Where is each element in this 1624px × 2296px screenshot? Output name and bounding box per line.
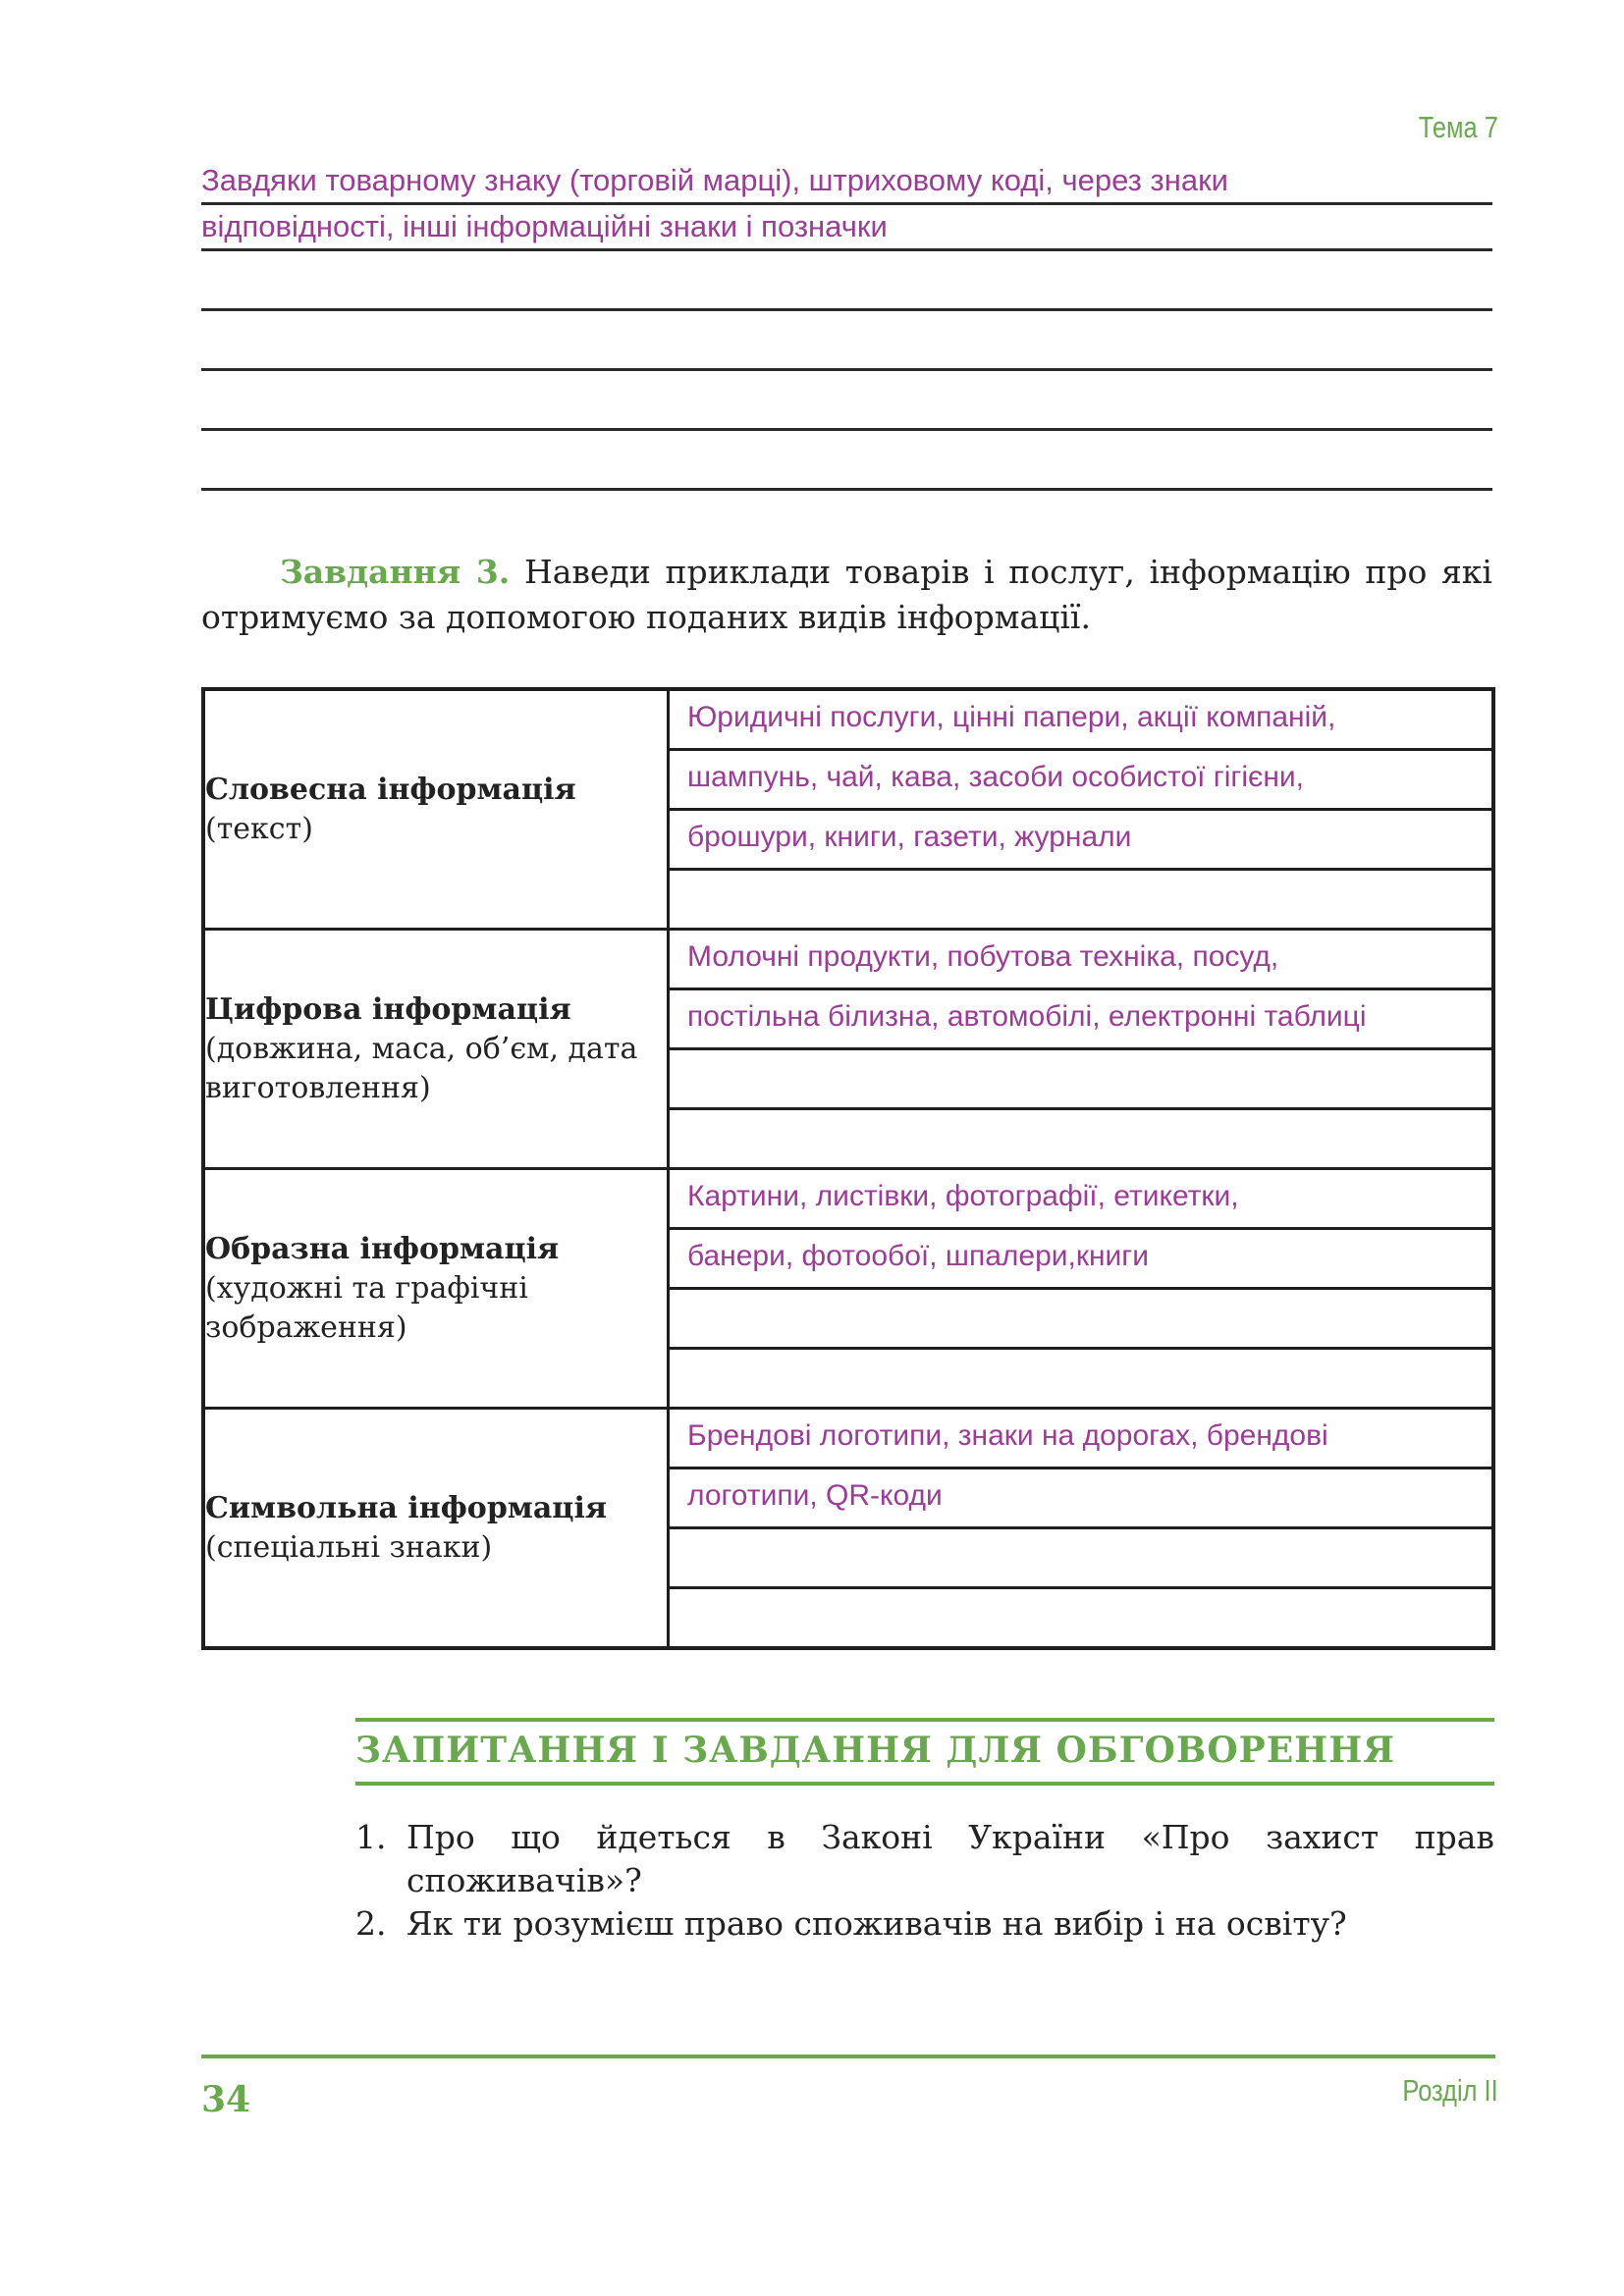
task-text: Наведи приклади товарів і послуг, інформацію про які отримуємо за допомогою поданих видів інформації. bbox=[201, 553, 1492, 636]
answer-line bbox=[201, 205, 1492, 251]
answer-cell: брошури, книги, газети, журнали bbox=[669, 810, 1494, 870]
answer-cell: постільна білизна, автомобілі, електронні таблиці bbox=[669, 989, 1494, 1049]
category-cell bbox=[203, 930, 669, 1169]
handwritten-answer: відповідності, інші інформаційні знаки і позначки bbox=[201, 209, 888, 243]
answer-cell: Молочні продукти, побутова техніка, посуд, bbox=[669, 930, 1494, 989]
info-types-table bbox=[201, 687, 1495, 1650]
table-row bbox=[203, 1169, 1493, 1229]
task-label: Завдання 3. bbox=[280, 553, 511, 591]
answer-cell bbox=[669, 1289, 1494, 1349]
category-title: Образна інформація bbox=[205, 1231, 560, 1266]
category-cell bbox=[203, 1409, 669, 1649]
category-subtitle: (текст) bbox=[205, 811, 313, 846]
answer-cell bbox=[669, 1528, 1494, 1588]
answer-line bbox=[201, 251, 1492, 311]
answer-cell: Картини, листівки, фотографії, етикетки, bbox=[669, 1169, 1494, 1229]
list-item bbox=[355, 1902, 1494, 1946]
category-subtitle: (довжина, маса, об’єм, дата виготовлення) bbox=[205, 1031, 638, 1105]
category-title: Цифрова інформація bbox=[205, 991, 571, 1027]
question-text: Про що йдеться в Законі України «Про захист прав споживачів»? bbox=[406, 1818, 1494, 1899]
answer-cell bbox=[669, 1588, 1494, 1649]
section-rule-bottom bbox=[355, 1782, 1494, 1786]
table-row bbox=[203, 1409, 1493, 1468]
answer-cell: банери, фотообої, шпалери,книги bbox=[669, 1229, 1494, 1289]
question-number: 2. bbox=[355, 1904, 387, 1943]
answer-cell: Юридичні послуги, цінні папери, акції компаній, bbox=[669, 689, 1494, 750]
answer-line bbox=[201, 431, 1492, 491]
list-item bbox=[355, 1816, 1494, 1902]
answer-cell: Брендові логотипи, знаки на дорогах, брендові bbox=[669, 1409, 1494, 1468]
answer-line bbox=[201, 163, 1492, 205]
answer-cell bbox=[669, 1109, 1494, 1169]
handwritten-answer: Завдяки товарному знаку (торговій марці), штриховому коді, через знаки bbox=[201, 163, 1228, 197]
table-row bbox=[203, 930, 1493, 989]
question-text: Як ти розумієш право споживачів на вибір і на освіту? bbox=[406, 1904, 1347, 1943]
category-cell bbox=[203, 1169, 669, 1409]
table-row bbox=[203, 689, 1493, 750]
page-number: 34 bbox=[201, 2079, 251, 2120]
category-subtitle: (художні та графічні зображення) bbox=[205, 1270, 528, 1345]
category-title: Символьна інформація bbox=[205, 1490, 608, 1525]
answer-cell: шампунь, чай, кава, засоби особистої гігієни, bbox=[669, 750, 1494, 810]
answer-cell bbox=[669, 1049, 1494, 1109]
category-subtitle: (спеціальні знаки) bbox=[205, 1529, 493, 1565]
discussion-questions bbox=[355, 1816, 1494, 1946]
category-title: Словесна інформація bbox=[205, 772, 576, 807]
discussion-title: ЗАПИТАННЯ І ЗАВДАННЯ ДЛЯ ОБГОВОРЕННЯ bbox=[355, 1730, 1395, 1771]
theme-label: Тема 7 bbox=[1418, 110, 1498, 144]
section-rule-top bbox=[355, 1718, 1494, 1722]
question-number: 1. bbox=[355, 1818, 387, 1856]
answer-cell bbox=[669, 870, 1494, 930]
category-cell bbox=[203, 689, 669, 930]
task-3 bbox=[201, 550, 1492, 640]
answer-cell: логотипи, QR-коди bbox=[669, 1468, 1494, 1528]
answer-cell bbox=[669, 1349, 1494, 1409]
answer-line bbox=[201, 371, 1492, 431]
footer-rule bbox=[201, 2055, 1495, 2058]
answer-lines bbox=[201, 163, 1492, 491]
section-label: Розділ II bbox=[1402, 2073, 1498, 2108]
answer-line bbox=[201, 311, 1492, 371]
